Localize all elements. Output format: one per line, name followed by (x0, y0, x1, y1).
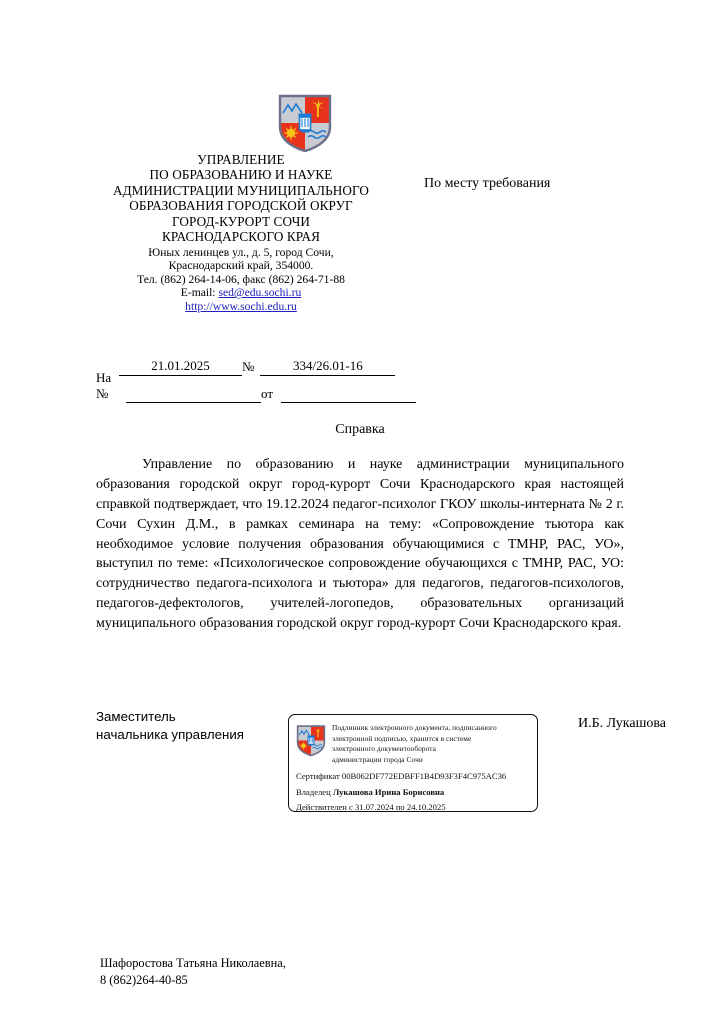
stamp-description-line-3: электронного документооборота (332, 744, 436, 754)
stamp-description-line-4: администрации города Сочи (332, 754, 423, 764)
executor-phone: 8 (862)264-40-85 (100, 973, 188, 988)
stamp-owner-row (296, 786, 530, 798)
signatory-position-line-1: Заместитель (96, 709, 176, 724)
number-symbol: № (242, 359, 255, 374)
incoming-date-field[interactable] (281, 385, 416, 403)
org-line-3: АДМИНИСТРАЦИИ МУНИЦИПАЛЬНОГО (112, 182, 370, 198)
document-number: 334/26.01-16 (260, 358, 395, 376)
page-title: Справка (335, 422, 385, 437)
reference-block (96, 356, 416, 403)
stamp-certificate-label: Сертификат (296, 771, 340, 782)
stamp-owner-label: Владелец (296, 786, 331, 797)
email-line (96, 286, 386, 300)
stamp-description-line-2: электронной подписью, хранится в системе (332, 733, 472, 743)
stamp-certificate-value: 00B062DF772EDBFF1B4D93F3F4C975AC36 (341, 771, 507, 782)
electronic-signature-stamp (288, 714, 538, 812)
from-label: от (260, 386, 273, 401)
sochi-coat-of-arms-icon (296, 724, 326, 757)
address-block (96, 246, 386, 314)
org-line-4: ОБРАЗОВАНИЯ ГОРОДСКОЙ ОКРУГ (129, 198, 353, 214)
stamp-certificate-row (296, 770, 530, 782)
header-emblem-container (0, 93, 720, 153)
stamp-validity-row (296, 801, 530, 813)
email-label: E-mail: (180, 286, 216, 300)
org-line-5: ГОРОД-КУРОРТ СОЧИ (171, 213, 311, 229)
org-line-2: ПО ОБРАЗОВАНИЮ И НАУКЕ (149, 167, 333, 183)
stamp-valid-from: 31.07.2024 (355, 801, 394, 812)
address-line-1: Юных ленинцев ул., д. 5, город Сочи, (148, 245, 334, 259)
website-line (96, 300, 386, 314)
incoming-reference-row (96, 370, 416, 403)
outgoing-reference-row (96, 356, 416, 376)
document-body: Управление по образованию и науке администрации муниципального образования городской округ город-курорт Сочи Краснодарского края настоящей справкой подтверждает, что 19.12.2024 педагог-психолог ГКОУ школы-интерната № 2 г. Сочи Сухин Д.М., в рамках семинара на тему: «Сопровождение тьютора как необходимое условие получения образования обучающимися с ТМНР, РАС, УО», выступил по теме: «Психологическое сопровождение обучающихся с ТМНР, РАС, УО: сотрудничество педагога-психолога и тьютора» для педагогов, педагогов-психологов, педагогов-дефектологов, учителей-логопедов, образовательных организаций муниципального образования городской округ город-курорт Сочи Краснодарского края. (96, 457, 624, 631)
incoming-number-field[interactable] (126, 385, 261, 403)
executor-contact (100, 955, 286, 990)
email-link[interactable]: sed@edu.sochi.ru (218, 286, 302, 300)
stamp-validity-label: Действителен с (296, 801, 353, 812)
executor-name: Шафоростова Татьяна Николаевна, (100, 956, 286, 970)
signatory-position-line-2: начальника управления (96, 727, 244, 743)
signatory-name: И.Б. Лукашова (578, 716, 667, 731)
org-line-6: КРАСНОДАРСКОГО КРАЯ (161, 229, 321, 245)
stamp-description-line-1: Подлинник электронного документа, подписанного (332, 723, 497, 732)
addressee: По месту требования (424, 176, 551, 191)
website-link[interactable]: http://www.sochi.edu.ru (185, 299, 297, 313)
org-line-1: УПРАВЛЕНИЕ (197, 152, 285, 167)
stamp-owner-value: Лукашова Ирина Борисовна (332, 786, 445, 797)
stamp-emblem-container (296, 723, 326, 762)
stamp-header (296, 723, 530, 765)
stamp-valid-to-label: по (395, 801, 405, 812)
signatory-position (96, 708, 244, 745)
stamp-description (332, 723, 497, 765)
address-line-2: Краснодарский край, 354000. (168, 259, 314, 273)
letterhead (96, 152, 386, 313)
sochi-coat-of-arms-icon (277, 93, 333, 153)
incoming-label: На № (96, 370, 112, 401)
document-date: 21.01.2025 (119, 358, 242, 376)
stamp-valid-to: 24.10.2025 (406, 801, 446, 812)
phone-line: Тел. (862) 264-14-06, факс (862) 264-71-88 (137, 272, 345, 286)
